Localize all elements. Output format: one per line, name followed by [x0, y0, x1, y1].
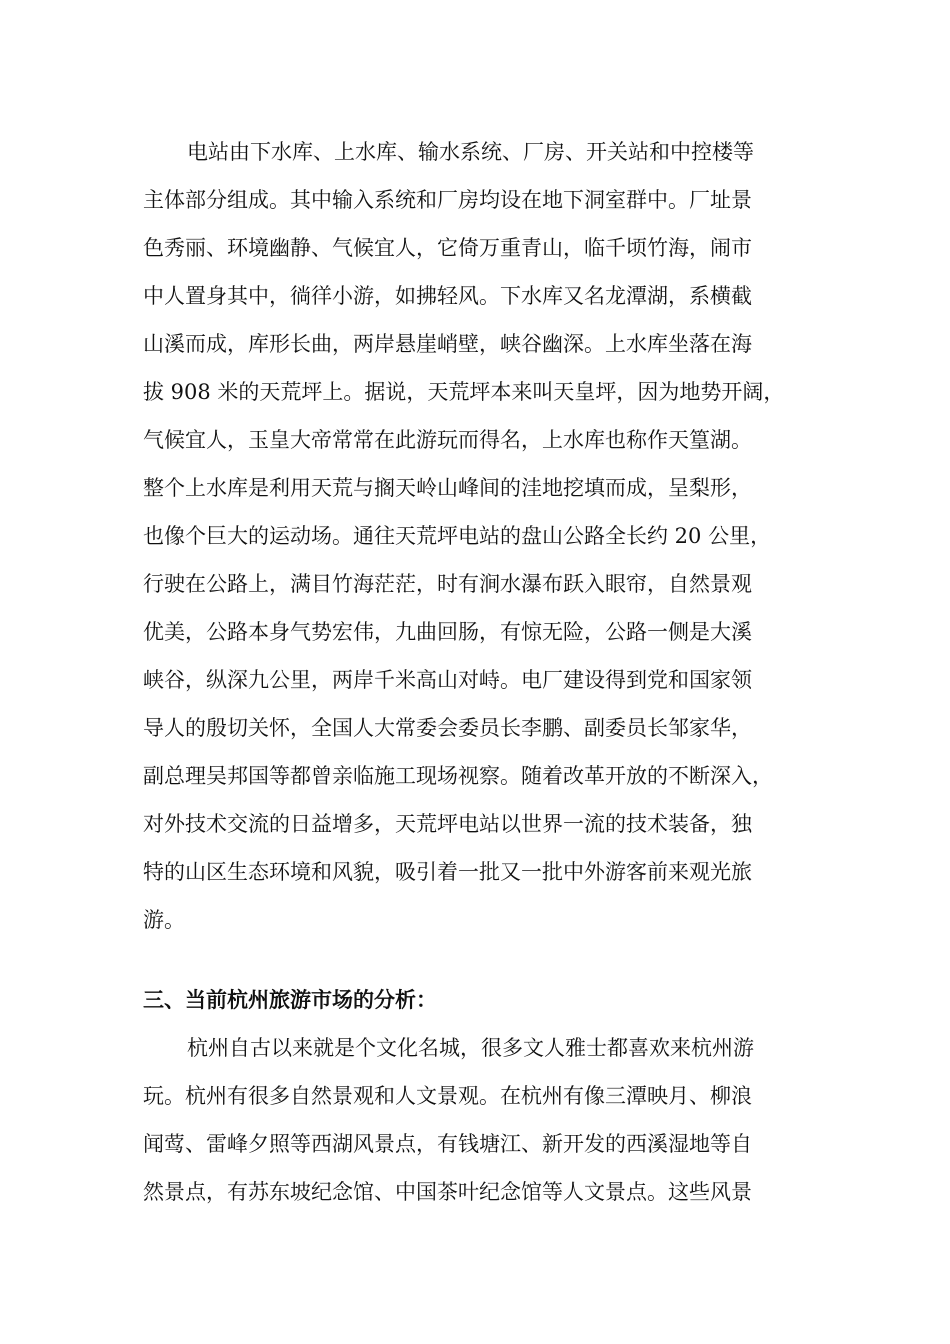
paragraph-hydropower-station	[143, 128, 784, 944]
paragraph-line: 玩。杭州有很多自然景观和人文景观。在杭州有像三潭映月、柳浪	[143, 1084, 752, 1108]
paragraph-line: 导人的殷切关怀，全国人大常委会委员长李鹏、副委员长邹家华，	[143, 716, 752, 740]
paragraph-line: 整个上水库是利用天荒与搁天岭山峰间的洼地挖填而成，呈梨形，	[143, 476, 752, 500]
paragraph-line: 副总理吴邦国等都曾亲临施工现场视察。随着改革开放的不断深入，	[143, 764, 773, 788]
paragraph-line: 游。	[143, 908, 185, 932]
paragraph-line: 杭州自古以来就是个文化名城，很多文人雅士都喜欢来杭州游	[187, 1036, 754, 1060]
section-heading: 三、当前杭州旅游市场的分析：	[143, 988, 437, 1012]
paragraph-line: 对外技术交流的日益增多，天荒坪电站以世界一流的技术装备，独	[143, 812, 752, 836]
paragraph-line: 行驶在公路上，满目竹海茫茫，时有涧水瀑布跃入眼帘，自然景观	[143, 572, 752, 596]
paragraph-line: 色秀丽、环境幽静、气候宜人，它倚万重青山，临千顷竹海，闹市	[143, 236, 752, 260]
paragraph-line: 山溪而成，库形长曲，两岸悬崖峭壁，峡谷幽深。上水库坐落在海	[143, 332, 752, 356]
paragraph-line: 主体部分组成。其中输入系统和厂房均设在地下洞室群中。厂址景	[143, 188, 752, 212]
paragraph-line: 拔 908 米的天荒坪上。据说，天荒坪本来叫天皇坪，因为地势开阔，	[143, 380, 785, 404]
paragraph-line: 电站由下水库、上水库、输水系统、厂房、开关站和中控楼等	[187, 140, 754, 164]
paragraph-line: 特的山区生态环境和风貌，吸引着一批又一批中外游客前来观光旅	[143, 860, 752, 884]
paragraph-line: 然景点，有苏东坡纪念馆、中国茶叶纪念馆等人文景点。这些风景	[143, 1180, 752, 1204]
paragraph-line: 优美，公路本身气势宏伟，九曲回肠，有惊无险，公路一侧是大溪	[143, 620, 752, 644]
paragraph-line: 闻莺、雷峰夕照等西湖风景点，有钱塘江、新开发的西溪湿地等自	[143, 1132, 752, 1156]
paragraph-hangzhou-tourism	[143, 1024, 754, 1216]
paragraph-line: 也像个巨大的运动场。通往天荒坪电站的盘山公路全长约 20 公里，	[143, 524, 772, 548]
paragraph-line: 气候宜人，玉皇大帝常常在此游玩而得名，上水库也称作天篁湖。	[143, 428, 752, 452]
paragraph-line: 峡谷，纵深九公里，两岸千米高山对峙。电厂建设得到党和国家领	[143, 668, 752, 692]
paragraph-line: 中人置身其中，徜徉小游，如拂轻风。下水库又名龙潭湖，系横截	[143, 284, 752, 308]
